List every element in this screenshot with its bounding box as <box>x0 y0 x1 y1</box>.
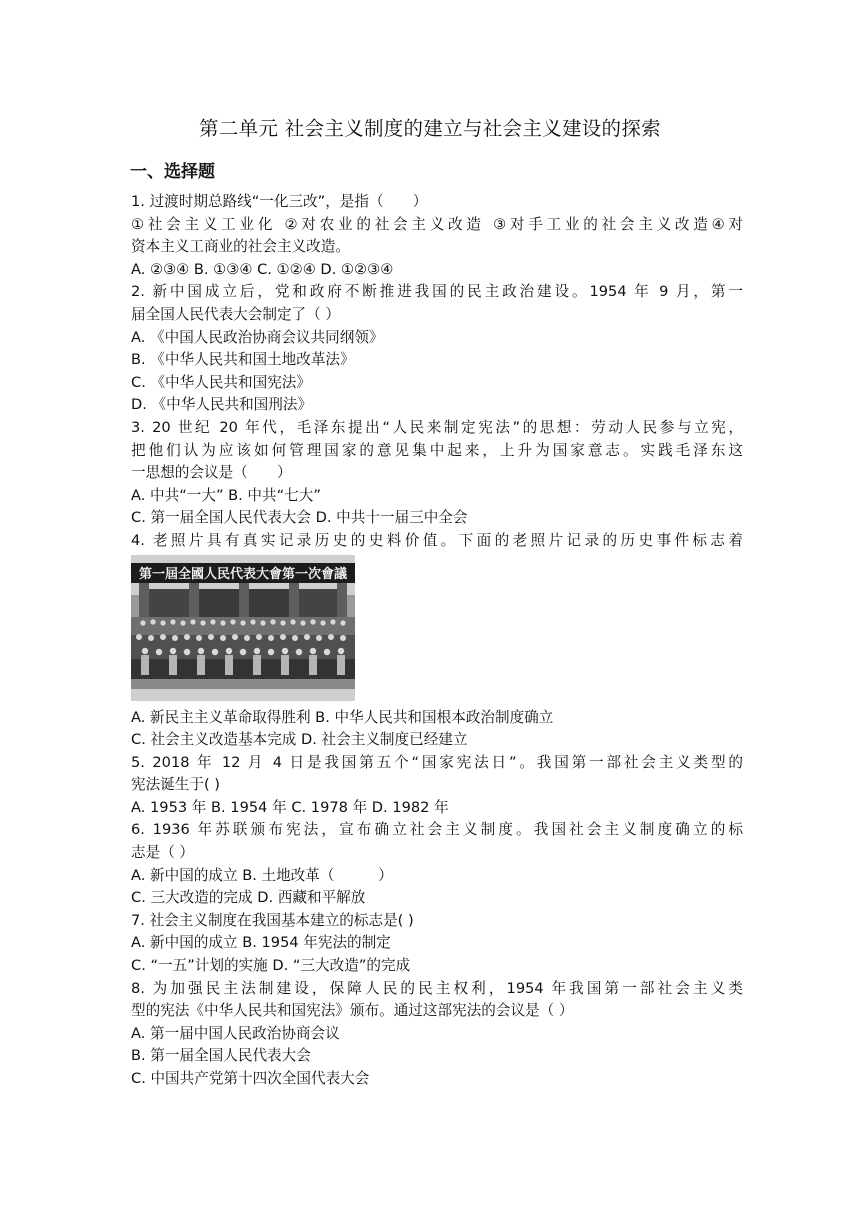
question-line: 志是（ ） <box>131 844 195 862</box>
question-5 <box>131 752 743 820</box>
question-4 <box>131 530 743 752</box>
answer-options: C. 第一届全国人民代表大会 D. 中共十一届三中全会 <box>131 509 468 527</box>
question-7 <box>131 910 743 978</box>
answer-option: B. 《中华人民共和国土地改革法》 <box>131 351 355 369</box>
question-line: 5. 2018 年 12 月 4 日是我国第五个“国家宪法日”。我国第一部社会主义类型的 <box>131 753 743 771</box>
question-8 <box>131 978 743 1091</box>
question-line: 7. 社会主义制度在我国基本建立的标志是( ) <box>131 911 414 929</box>
answer-options: A. ②③④ B. ①③④ C. ①②④ D. ①②③④ <box>131 260 394 278</box>
answer-option: D. 《中华人民共和国刑法》 <box>131 396 313 414</box>
answer-option: A. 《中国人民政治协商会议共同纲领》 <box>131 328 384 346</box>
answer-options: A. 新民主主义革命取得胜利 B. 中华人民共和国根本政治制度确立 <box>131 708 554 726</box>
question-line: 2. 新中国成立后，党和政府不断推进我国的民主政治建设。1954 年 9 月，第一 <box>131 283 743 301</box>
congress-photo-image <box>131 555 355 701</box>
question-2 <box>131 281 743 417</box>
question-1 <box>131 191 743 281</box>
question-line: 资本主义工商业的社会主义改造。 <box>131 238 350 256</box>
question-line: 6. 1936 年苏联颁布宪法，宣布确立社会主义制度。我国社会主义制度确立的标 <box>131 821 743 839</box>
answer-options: A. 新中国的成立 B. 1954 年宪法的制定 <box>131 934 391 952</box>
photo-banner-text: 第一屆全國人民代表大會第一次會議 <box>138 566 348 582</box>
answer-options: A. 中共“一大” B. 中共“七大” <box>131 486 321 504</box>
answer-option: A. 第一届中国人民政治协商会议 <box>131 1024 340 1042</box>
question-list <box>131 191 743 1091</box>
historical-photo <box>131 555 355 701</box>
answer-options: C. 三大改造的完成 D. 西藏和平解放 <box>131 889 366 907</box>
question-line: 型的宪法《中华人民共和国宪法》颁布。通过这部宪法的会议是（ ） <box>131 1002 574 1020</box>
answer-options: C. 社会主义改造基本完成 D. 社会主义制度已经建立 <box>131 731 468 749</box>
question-3 <box>131 417 743 530</box>
answer-options: C. “一五”计划的实施 D. “三大改造”的完成 <box>131 957 411 975</box>
answer-option: C. 中国共产党第十四次全国代表大会 <box>131 1070 370 1087</box>
answer-option: C. 《中华人民共和国宪法》 <box>131 373 312 391</box>
answer-options: A. 新中国的成立 B. 土地改革（ ） <box>131 866 393 884</box>
question-6 <box>131 819 743 909</box>
document-title: 第二单元 社会主义制度的建立与社会主义建设的探索 <box>199 117 661 140</box>
question-line: 一思想的会议是（ ） <box>131 464 292 482</box>
question-line: 届全国人民代表大会制定了（ ） <box>131 305 340 323</box>
question-line: 4. 老照片具有真实记录历史的史料价值。下面的老照片记录的历史事件标志着 <box>131 531 743 549</box>
section-heading: 一、选择题 <box>130 162 215 182</box>
answer-options: A. 1953 年 B. 1954 年 C. 1978 年 D. 1982 年 <box>131 798 449 816</box>
question-line: ①社会主义工业化 ②对农业的社会主义改造 ③对手工业的社会主义改造④对 <box>131 215 743 233</box>
question-line: 宪法诞生于( ) <box>131 776 220 794</box>
question-line: 1. 过渡时期总路线“一化三改”，是指（ ） <box>131 193 428 210</box>
question-line: 把他们认为应该如何管理国家的意见集中起来，上升为国家意志。实践毛泽东这 <box>131 441 743 459</box>
answer-option: B. 第一届全国人民代表大会 <box>131 1047 311 1065</box>
question-line: 8. 为加强民主法制建设，保障人民的民主权利，1954 年我国第一部社会主义类 <box>131 979 743 997</box>
question-line: 3. 20 世纪 20 年代，毛泽东提出“人民来制定宪法”的思想：劳动人民参与立宪， <box>131 418 743 436</box>
